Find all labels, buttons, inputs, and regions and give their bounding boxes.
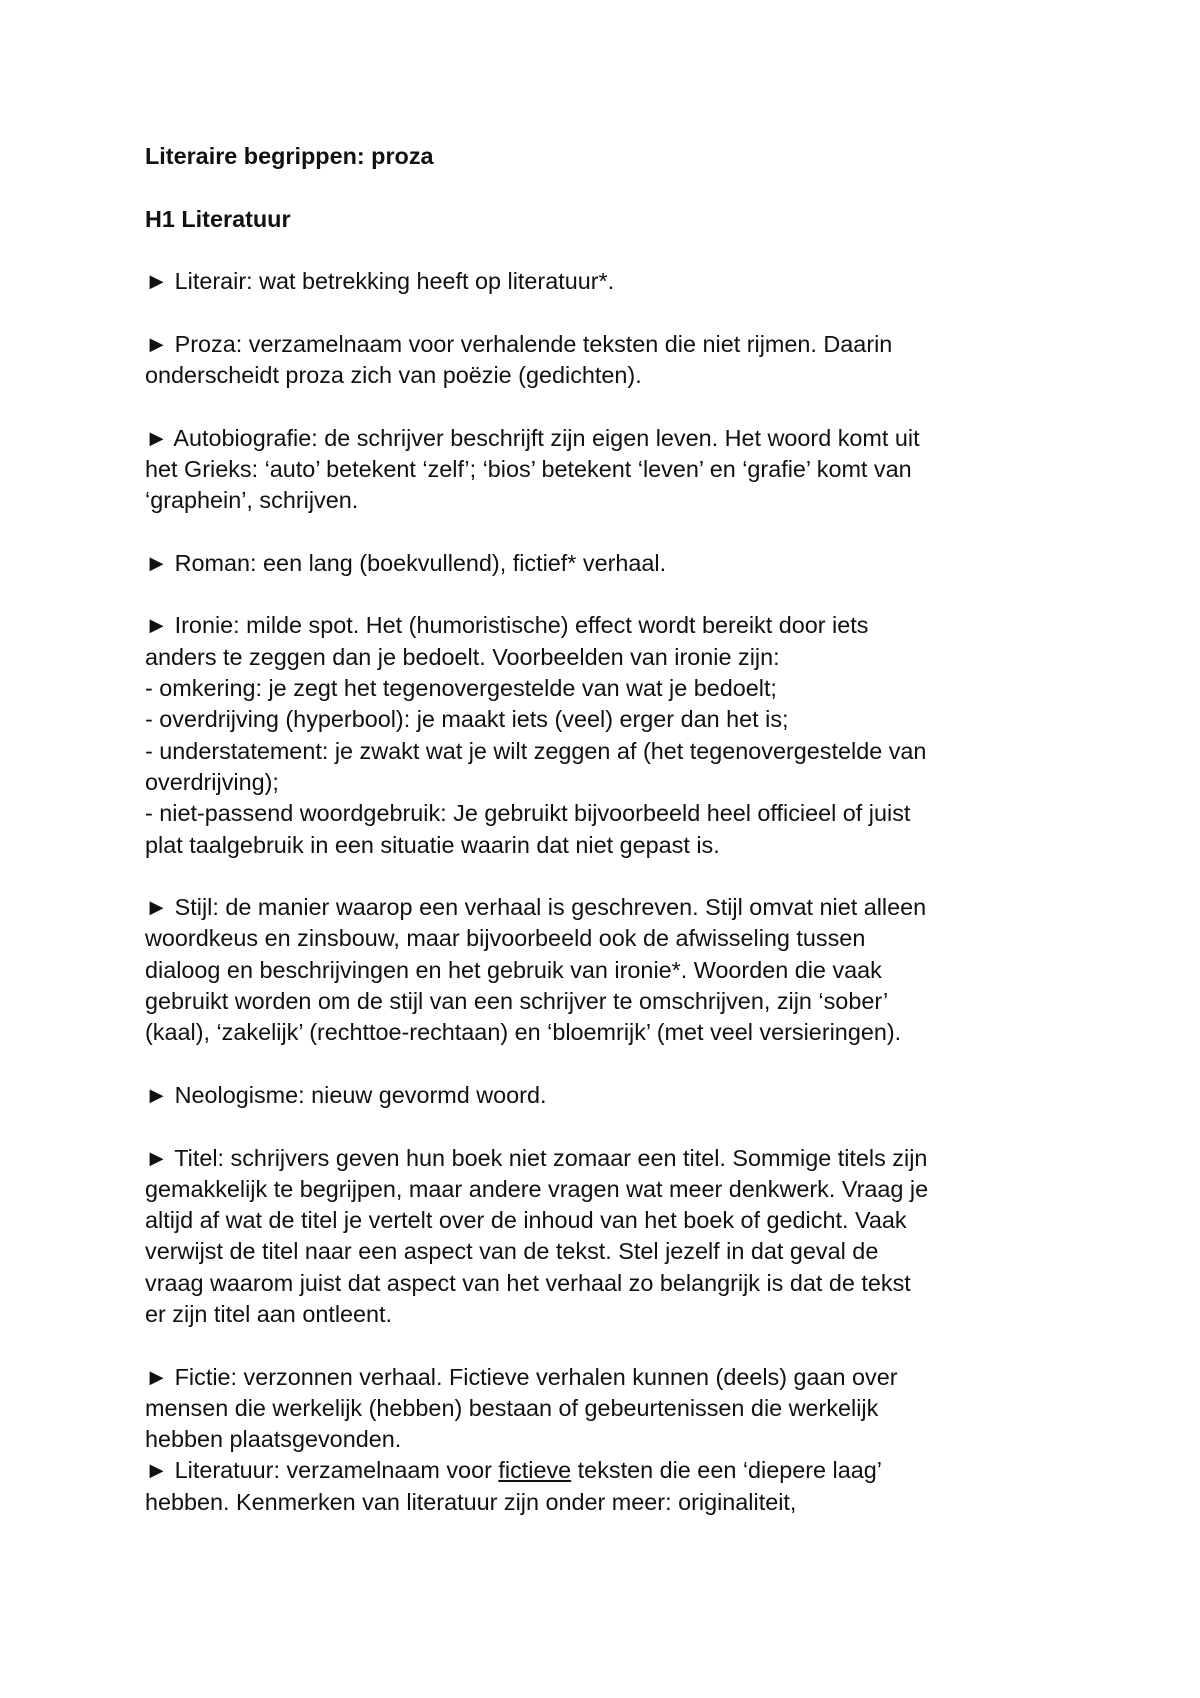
definition-list (145, 266, 1085, 1455)
text-line: - understatement: je zwakt wat je wilt zeggen af (het tegenovergestelde van (145, 737, 927, 764)
text-line: (kaal), ‘zakelijk’ (rechttoe-rechtaan) en ‘bloemrijk’ (met veel versieringen). (145, 1019, 902, 1046)
document-title: Literaire begrippen: proza (145, 143, 434, 169)
text-line: gebruikt worden om de stijl van een schrijver te omschrijven, zijn ‘sober’ (145, 988, 889, 1015)
definition-paragraph (145, 610, 1085, 860)
definition-paragraph (145, 548, 1085, 579)
text-line: ‘graphein’, schrijven. (145, 487, 359, 514)
text-line: hebben plaatsgevonden. (145, 1426, 402, 1453)
chapter-heading: H1 Literatuur (145, 205, 291, 232)
text-line: - omkering: je zegt het tegenovergestelde van wat je bedoelt; (145, 675, 777, 702)
text-line: ► Neologisme: nieuw gevormd woord. (145, 1081, 547, 1108)
text-line: woordkeus en zinsbouw, maar bijvoorbeeld ook de afwisseling tussen (145, 925, 866, 952)
definition-paragraph-literatuur (145, 1455, 1085, 1518)
text-line: ► Fictie: verzonnen verhaal. Fictieve verhalen kunnen (deels) gaan over (145, 1363, 898, 1390)
text-segment: ► Literatuur: verzamelnaam voor (145, 1457, 499, 1484)
text-line: er zijn titel aan ontleent. (145, 1300, 393, 1327)
text-segment: teksten die een ‘diepere laag’ (571, 1457, 882, 1484)
text-line (145, 1455, 1085, 1486)
definition-paragraph (145, 423, 1085, 517)
text-line: anders te zeggen dan je bedoelt. Voorbeelden van ironie zijn: (145, 643, 780, 670)
text-line: altijd af wat de titel je vertelt over de inhoud van het boek of gedicht. Vaak (145, 1207, 907, 1234)
text-line: ► Titel: schrijvers geven hun boek niet zomaar een titel. Sommige titels zijn (145, 1144, 928, 1171)
text-line: vraag waarom juist dat aspect van het verhaal zo belangrijk is dat de tekst (145, 1269, 911, 1296)
definition-paragraph (145, 329, 1085, 392)
text-line: het Grieks: ‘auto’ betekent ‘zelf’; ‘bios’ betekent ‘leven’ en ‘grafie’ komt van (145, 455, 912, 482)
definition-paragraph (145, 1362, 1085, 1456)
underlined-word: fictieve (498, 1457, 572, 1484)
text-line: ► Autobiografie: de schrijver beschrijft zijn eigen leven. Het woord komt uit (145, 424, 920, 451)
definition-paragraph (145, 266, 1085, 297)
text-line: ► Ironie: milde spot. Het (humoristische) effect wordt bereikt door iets (145, 612, 869, 639)
definition-paragraph (145, 1143, 1085, 1331)
text-line: mensen die werkelijk (hebben) bestaan of gebeurtenissen die werkelijk (145, 1394, 879, 1421)
definition-paragraph (145, 1080, 1085, 1111)
text-line: gemakkelijk te begrijpen, maar andere vragen wat meer denkwerk. Vraag je (145, 1175, 929, 1202)
text-line: - niet-passend woordgebruik: Je gebruikt bijvoorbeeld heel officieel of juist (145, 800, 911, 827)
text-line: ► Proza: verzamelnaam voor verhalende teksten die niet rijmen. Daarin (145, 330, 893, 357)
text-line: ► Stijl: de manier waarop een verhaal is geschreven. Stijl omvat niet alleen (145, 894, 927, 921)
document-page (145, 141, 1085, 1518)
text-line: overdrijving); (145, 768, 279, 795)
text-line: onderscheidt proza zich van poëzie (gedichten). (145, 362, 642, 389)
text-line: - overdrijving (hyperbool): je maakt iets (veel) erger dan het is; (145, 706, 789, 733)
text-line: verwijst de titel naar een aspect van de tekst. Stel jezelf in dat geval de (145, 1238, 879, 1265)
text-line: ► Literair: wat betrekking heeft op literatuur*. (145, 268, 615, 295)
definition-paragraph (145, 892, 1085, 1048)
text-line: dialoog en beschrijvingen en het gebruik van ironie*. Woorden die vaak (145, 956, 882, 983)
text-line: plat taalgebruik in een situatie waarin dat niet gepast is. (145, 831, 720, 858)
text-line: hebben. Kenmerken van literatuur zijn onder meer: originaliteit, (145, 1488, 797, 1515)
text-line: ► Roman: een lang (boekvullend), fictief* verhaal. (145, 549, 667, 576)
